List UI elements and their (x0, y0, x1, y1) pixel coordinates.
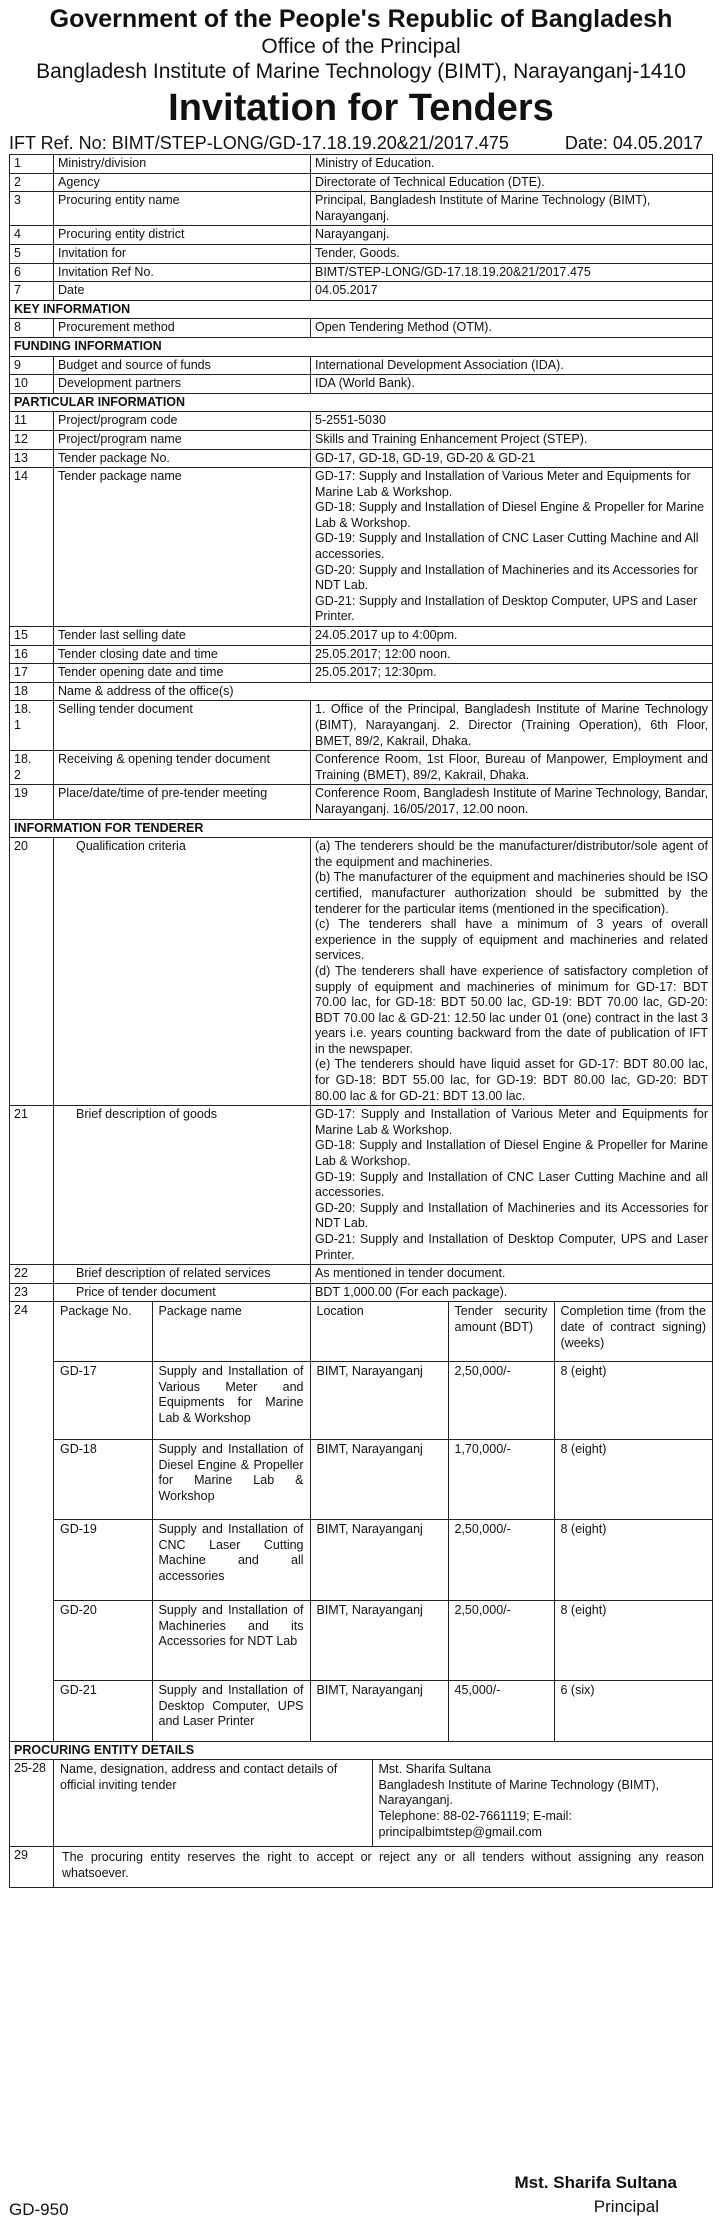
row-label: Invitation for (54, 244, 311, 263)
row-number: 6 (10, 263, 54, 282)
row-label: Tender package No. (54, 449, 311, 468)
criteria-c: (c) The tenderers shall have a minimum of 3 years of overall experience in the supply of equipment and machineries and related services. (315, 917, 708, 963)
row-label: Name, designation, address and contact details of official inviting tender (54, 1760, 372, 1846)
package-security: 2,50,000/- (448, 1601, 554, 1681)
package-completion: 8 (eight) (554, 1601, 712, 1681)
criteria-a: (a) The tenderers should be the manufacturer/distributor/sole agent of the equipment and machineries. (315, 839, 708, 869)
section-row (10, 300, 713, 319)
goods-gd21: GD-21: Supply and Installation of Desktop Computer, UPS and Laser Printer. (315, 1232, 708, 1262)
package-no: GD-19 (54, 1520, 152, 1601)
table-row (10, 1847, 713, 1888)
row-number: 2 (10, 173, 54, 192)
package-row (54, 1681, 712, 1741)
table-row (10, 173, 713, 192)
row-value (372, 1760, 712, 1846)
row-value: 5-2551-5030 (311, 412, 713, 431)
row-value: Narayanganj. (311, 226, 713, 245)
reference-line (9, 132, 713, 154)
table-row (10, 412, 713, 431)
row-number: 10 (10, 375, 54, 394)
criteria-b: (b) The manufacturer of the equipment and machineries should be ISO certified, manufacturer authorization should be submitted by the tenderer for the particular items (mentioned in the specification). (315, 870, 708, 916)
package-name-gd17: GD-17: Supply and Installation of Various Meter and Equipments for Marine Lab & Workshop. (315, 469, 691, 499)
criteria-d: (d) The tenderers shall have experience of satisfactory completion of supply of equipment and machineries of minimum for GD-17: BDT 70.00 lac, for GD-18: BDT 50.00 lac, GD-19: BDT 70.00 lac, GD-20: BDT 70.00 lac & GD-21: 12.50 lac under 01 (one) contract in the last 3 years i.e. years counting backward from the date of publication of IFT in the newspaper. (315, 963, 708, 1056)
package-name: Supply and Installation of Machineries and its Accessories for NDT Lab (152, 1601, 310, 1681)
row-value: Skills and Training Enhancement Project (STEP). (311, 430, 713, 449)
package-table-cell (54, 1302, 713, 1741)
row-value: BDT 1,000.00 (For each package). (311, 1283, 713, 1302)
package-table (54, 1302, 712, 1740)
package-name: Supply and Installation of Various Meter and Equipments for Marine Lab & Workshop (152, 1362, 310, 1440)
package-location: BIMT, Narayanganj (310, 1520, 448, 1601)
package-security: 2,50,000/- (448, 1362, 554, 1440)
table-row (10, 155, 713, 174)
row-number: 23 (10, 1283, 54, 1302)
package-row (54, 1440, 712, 1520)
package-name-gd18: GD-18: Supply and Installation of Diesel Engine & Propeller for Marine Lab & Workshop. (315, 500, 705, 530)
table-row (10, 468, 713, 627)
package-no: GD-17 (54, 1362, 152, 1440)
row-label: Ministry/division (54, 155, 311, 174)
row-value (311, 468, 713, 627)
row-label: Receiving & opening tender document (54, 751, 311, 785)
package-no: GD-20 (54, 1601, 152, 1681)
row-value: Ministry of Education. (311, 155, 713, 174)
signatory-name: Mst. Sharifa Sultana (514, 2173, 677, 2192)
row-number: 5 (10, 244, 54, 263)
row-number: 29 (10, 1847, 54, 1888)
notice-header (9, 4, 713, 130)
row-value: 24.05.2017 up to 4:00pm. (311, 627, 713, 646)
row-value: 25.05.2017; 12:30pm. (311, 664, 713, 683)
row-value: Open Tendering Method (OTM). (311, 319, 713, 338)
row-number: 14 (10, 468, 54, 627)
goods-gd19: GD-19: Supply and Installation of CNC Laser Cutting Machine and all accessories. (315, 1169, 708, 1200)
package-completion: 8 (eight) (554, 1520, 712, 1601)
package-location: BIMT, Narayanganj (310, 1362, 448, 1440)
table-row (10, 645, 713, 664)
row-number: 8 (10, 319, 54, 338)
official-institute: Bangladesh Institute of Marine Technology (BIMT), Narayanganj. (378, 1777, 659, 1808)
row-label: Qualification criteria (54, 838, 311, 1106)
goods-gd18: GD-18: Supply and Installation of Diesel Engine & Propeller for Marine Lab & Workshop. (315, 1138, 708, 1169)
package-location: BIMT, Narayanganj (310, 1681, 448, 1741)
row-value: 1. Office of the Principal, Bangladesh Institute of Marine Technology (BIMT), Narayanganj. 2. Director (Training Operation), 6th Floor, BMET, 89/2, Kakrail, Dhaka. (311, 701, 713, 751)
package-name-gd20: GD-20: Supply and Installation of Machineries and its Accessories for NDT Lab. (315, 562, 698, 593)
row-label: Tender package name (54, 468, 311, 627)
row-value: As mentioned in tender document. (311, 1265, 713, 1284)
official-details-cell (54, 1760, 713, 1847)
row-number: 4 (10, 226, 54, 245)
package-security: 45,000/- (448, 1681, 554, 1741)
row-value: BIMT/STEP-LONG/GD-17.18.19.20&21/2017.475 (311, 263, 713, 282)
row-label: Procuring entity name (54, 192, 311, 226)
package-name-gd19: GD-19: Supply and Installation of CNC Laser Cutting Machine and All accessories. (315, 531, 699, 562)
row-label: Brief description of goods (54, 1106, 311, 1265)
row-label: Project/program name (54, 430, 311, 449)
table-row (10, 1106, 713, 1265)
section-heading-procuring: PROCURING ENTITY DETAILS (10, 1741, 713, 1760)
row-value: 04.05.2017 (311, 282, 713, 301)
row-value (311, 1106, 713, 1265)
gd-number: GD-950 (9, 2200, 69, 2219)
section-heading-funding: FUNDING INFORMATION (10, 337, 713, 356)
package-security: 2,50,000/- (448, 1520, 554, 1601)
row-number: 18 (10, 682, 54, 701)
package-no: GD-21 (54, 1681, 152, 1741)
row-value: Tender, Goods. (311, 244, 713, 263)
table-row (10, 375, 713, 394)
tender-table (9, 154, 713, 1888)
row-number: 11 (10, 412, 54, 431)
table-row (10, 244, 713, 263)
row-value: GD-17, GD-18, GD-19, GD-20 & GD-21 (311, 449, 713, 468)
row-value: Conference Room, Bangladesh Institute of Marine Technology, Bandar, Narayanganj. 16/05/2017, 12.00 noon. (311, 785, 713, 819)
section-heading-particular: PARTICULAR INFORMATION (10, 393, 713, 412)
row-number: 7 (10, 282, 54, 301)
package-row (54, 1362, 712, 1440)
row-label: Tender last selling date (54, 627, 311, 646)
table-row (10, 838, 713, 1106)
table-row (10, 263, 713, 282)
row-label: Date (54, 282, 311, 301)
package-completion: 8 (eight) (554, 1440, 712, 1520)
package-row (54, 1520, 712, 1601)
government-title: Government of the People's Republic of Bangladesh (49, 5, 673, 33)
row-label: Place/date/time of pre-tender meeting (54, 785, 311, 819)
section-row (10, 819, 713, 838)
official-details-table (54, 1760, 712, 1846)
table-row (10, 701, 713, 751)
row-number: 3 (10, 192, 54, 226)
table-row (10, 356, 713, 375)
package-completion: 8 (eight) (554, 1362, 712, 1440)
office-title: Office of the Principal (261, 35, 461, 58)
row-number: 1 (10, 155, 54, 174)
header-location: Location (310, 1302, 448, 1361)
table-row (10, 751, 713, 785)
header-package-name: Package name (152, 1302, 310, 1361)
table-row (10, 1265, 713, 1284)
package-security: 1,70,000/- (448, 1440, 554, 1520)
row-label: Agency (54, 173, 311, 192)
row-number: 18. 2 (10, 751, 54, 785)
package-name-gd21: GD-21: Supply and Installation of Desktop Computer, UPS and Laser Printer. (315, 593, 698, 624)
row-value: Conference Room, 1st Floor, Bureau of Manpower, Employment and Training (BMET), 89/2, Kakrail, Dhaka. (311, 751, 713, 785)
notice-date: Date: 04.05.2017 (564, 133, 703, 153)
row-value: 25.05.2017; 12:00 noon. (311, 645, 713, 664)
signatory-designation: Principal (593, 2197, 659, 2216)
section-row (10, 1741, 713, 1760)
package-header-row (54, 1302, 712, 1361)
row-number: 18. 1 (10, 701, 54, 751)
row-number: 25-28 (10, 1760, 54, 1847)
page-title: Invitation for Tenders (168, 87, 554, 129)
row-label: Tender closing date and time (54, 645, 311, 664)
signature-block (9, 2173, 713, 2223)
ift-reference: IFT Ref. No: BIMT/STEP-LONG/GD-17.18.19.20&21/2017.475 (9, 133, 509, 153)
package-location: BIMT, Narayanganj (310, 1601, 448, 1681)
section-heading-key: KEY INFORMATION (10, 300, 713, 319)
table-row (10, 627, 713, 646)
table-row (10, 1760, 713, 1847)
table-row (10, 1302, 713, 1741)
table-row (10, 1283, 713, 1302)
table-row (10, 192, 713, 226)
goods-gd17: GD-17: Supply and Installation of Various Meter and Equipments for Marine Lab & Workshop. (315, 1107, 708, 1137)
row-number: 16 (10, 645, 54, 664)
row-label: Procurement method (54, 319, 311, 338)
section-heading-tenderer: INFORMATION FOR TENDERER (10, 819, 713, 838)
row-label: Tender opening date and time (54, 664, 311, 683)
row-label: Invitation Ref No. (54, 263, 311, 282)
table-row (10, 785, 713, 819)
package-name: Supply and Installation of CNC Laser Cutting Machine and all accessories (152, 1520, 310, 1601)
row-label: Name & address of the office(s) (54, 682, 713, 701)
row-label: Procuring entity district (54, 226, 311, 245)
criteria-e: (e) The tenderers should have liquid asset for GD-17: BDT 80.00 lac, for GD-18: BDT 55.00 lac, for GD-19: BDT 80.00 lac, GD-20: BDT 80.00 lac & for GD-21: BDT 13.00 lac. (315, 1057, 708, 1103)
row-label: Brief description of related services (54, 1265, 311, 1284)
row-label: Budget and source of funds (54, 356, 311, 375)
row-value (311, 838, 713, 1106)
row-number: 21 (10, 1106, 54, 1265)
row-number: 22 (10, 1265, 54, 1284)
table-row (10, 682, 713, 701)
row-label: Selling tender document (54, 701, 311, 751)
institute-title: Bangladesh Institute of Marine Technology (BIMT), Narayanganj-1410 (36, 60, 686, 83)
table-row (10, 430, 713, 449)
row-number: 13 (10, 449, 54, 468)
row-number: 17 (10, 664, 54, 683)
table-row (10, 226, 713, 245)
table-row (10, 664, 713, 683)
package-name: Supply and Installation of Desktop Computer, UPS and Laser Printer (152, 1681, 310, 1741)
package-name: Supply and Installation of Diesel Engine & Propeller for Marine Lab & Workshop (152, 1440, 310, 1520)
row-label: Project/program code (54, 412, 311, 431)
official-details-row (54, 1760, 712, 1846)
row-value: IDA (World Bank). (311, 375, 713, 394)
goods-gd20: GD-20: Supply and Installation of Machineries and its Accessories for NDT Lab. (315, 1200, 708, 1231)
row-number: 24 (10, 1302, 54, 1741)
official-contact: Telephone: 88-02-7661119; E-mail: principalbimtstep@gmail.com (378, 1809, 572, 1839)
row-label: Development partners (54, 375, 311, 394)
package-no: GD-18 (54, 1440, 152, 1520)
table-row (10, 449, 713, 468)
package-row (54, 1601, 712, 1681)
row-value: International Development Association (IDA). (311, 356, 713, 375)
row-number: 12 (10, 430, 54, 449)
row-value: Directorate of Technical Education (DTE). (311, 173, 713, 192)
package-location: BIMT, Narayanganj (310, 1440, 448, 1520)
header-completion: Completion time (from the date of contract signing) (weeks) (554, 1302, 712, 1361)
table-row (10, 282, 713, 301)
row-number: 15 (10, 627, 54, 646)
row-value: Principal, Bangladesh Institute of Marine Technology (BIMT), Narayanganj. (311, 192, 713, 226)
row-number: 20 (10, 838, 54, 1106)
row-label: Price of tender document (54, 1283, 311, 1302)
row-number: 9 (10, 356, 54, 375)
section-row (10, 337, 713, 356)
reservation-note: The procuring entity reserves the right to accept or reject any or all tenders without assigning any reason whatsoever. (54, 1847, 713, 1888)
header-package-no: Package No. (54, 1302, 152, 1361)
table-row (10, 319, 713, 338)
section-row (10, 393, 713, 412)
row-number: 19 (10, 785, 54, 819)
package-completion: 6 (six) (554, 1681, 712, 1741)
official-name: Mst. Sharifa Sultana (378, 1762, 492, 1777)
header-security: Tender security amount (BDT) (448, 1302, 554, 1361)
